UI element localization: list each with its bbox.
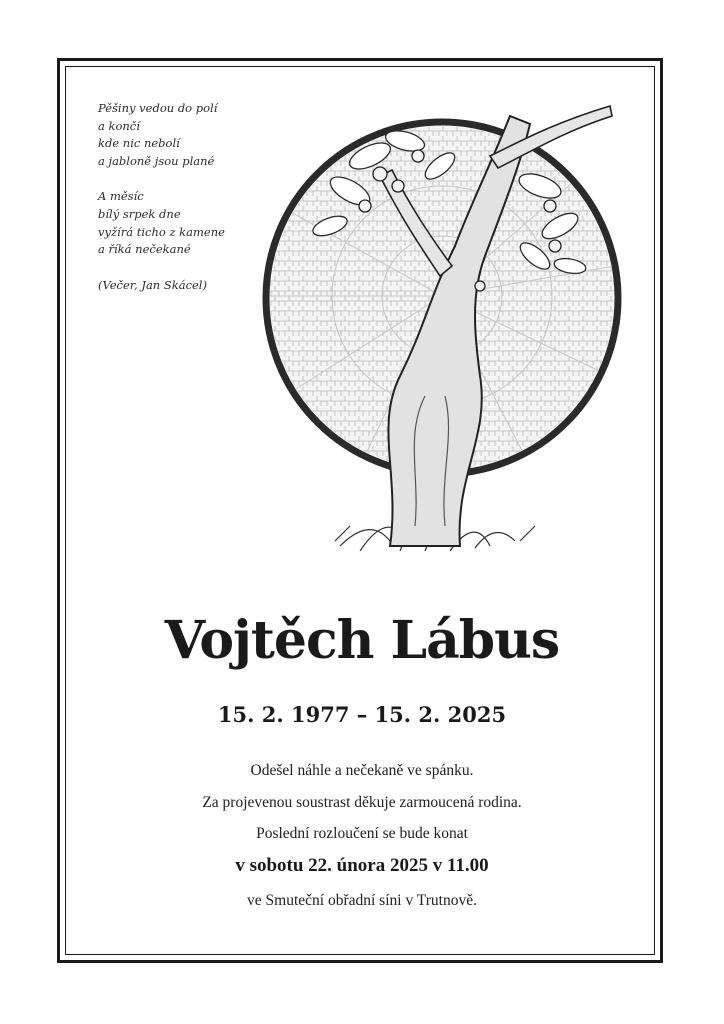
poem-line: Pěšiny vedou do polí xyxy=(98,101,218,115)
deceased-name: Vojtěch Lábus xyxy=(164,610,560,671)
life-dates: 15. 2. 1977 – 15. 2. 2025 xyxy=(217,702,507,727)
poem-line: bílý srpek dne xyxy=(98,206,181,221)
funeral-location: ve Smuteční obřadní síni v Trutnově. xyxy=(247,892,477,909)
poem-line: a jabloně jsou plané xyxy=(98,153,215,168)
message-line-1: Odešel náhle a nečekaně ve spánku. xyxy=(250,762,474,779)
poem-line: a končí xyxy=(98,118,140,133)
message-line-3: Poslední rozloučení se bude konat xyxy=(256,825,468,842)
poem-attribution-text: (Večer, Jan Skácel) xyxy=(98,277,207,292)
apple-tree-illustration xyxy=(240,96,630,576)
poem-line: A měsíc xyxy=(98,189,144,204)
funeral-datetime: v sobotu 22. února 2025 v 11.00 xyxy=(235,855,489,876)
poem-line: kde nic nebolí xyxy=(98,136,180,151)
poem-line: a říká nečekané xyxy=(98,242,191,257)
poem-line: vyžírá ticho z kamene xyxy=(98,224,225,239)
message-line-2: Za projevenou soustrast děkuje zarmoucená rodina. xyxy=(202,794,522,811)
